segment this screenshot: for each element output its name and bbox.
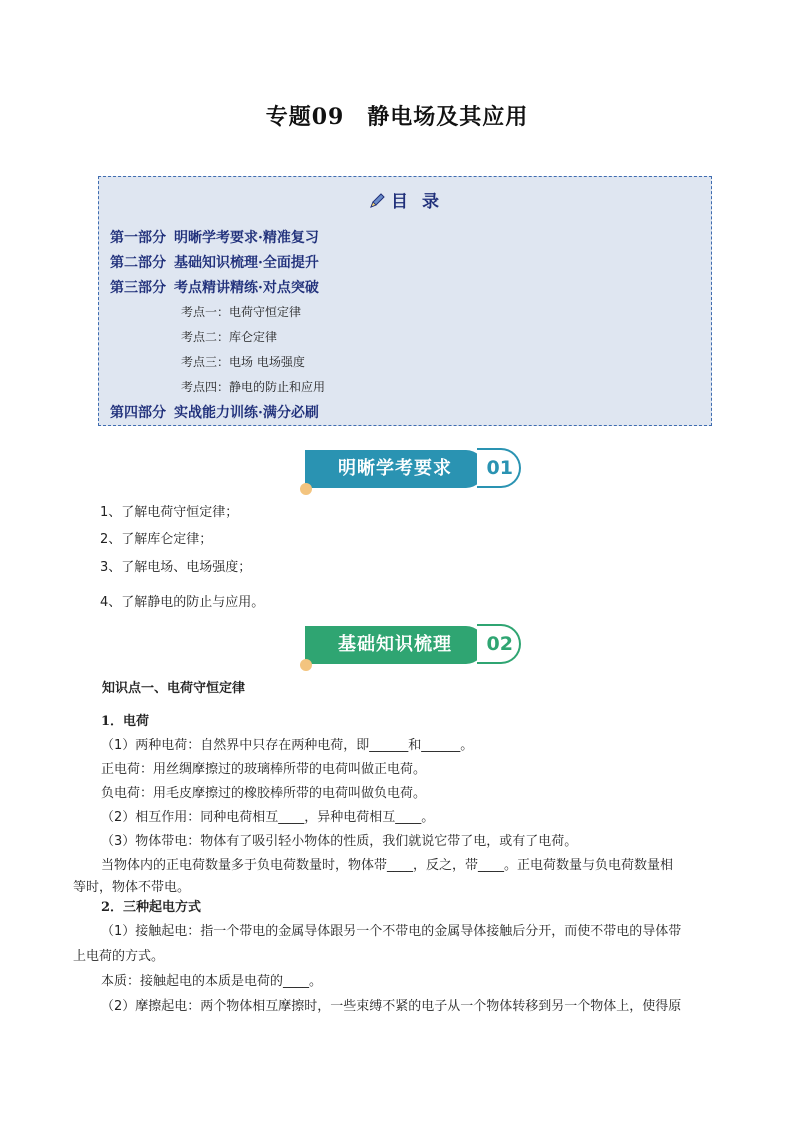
toc-part-text: 考点精讲精练·对点突破 [174, 280, 319, 296]
body-text: （1）接触起电：指一个带电的金属导体跟另一个不带电的金属导体接触后分开，而使不带电的导体带 [101, 924, 682, 939]
toc-heading [99, 187, 711, 212]
body-text: 上电荷的方式。 [73, 949, 165, 964]
knowledge-heading: 知识点一、电荷守恒定律 [102, 681, 246, 696]
body-text: （1）两种电荷：自然界中只存在两种电荷，即______和______。 [101, 738, 474, 753]
toc-sub-4[interactable]: 考点四：静电的防止和应用 [181, 380, 326, 394]
banner-dot [300, 659, 312, 671]
subheading: 2．三种起电方式 [101, 900, 202, 915]
body-text: （3）物体带电：物体有了吸引轻小物体的性质，我们就说它带了电，或有了电荷。 [101, 834, 578, 849]
toc-heading-text: 目 录 [391, 192, 443, 212]
body-text: （2）相互作用：同种电荷相互____，异种电荷相互____。 [101, 810, 435, 825]
toc-part-number: 第四部分 [110, 405, 166, 421]
toc-sub-3[interactable]: 考点三：电场 电场强度 [181, 355, 305, 369]
banner-number: 02 [477, 624, 521, 664]
toc-part-3[interactable] [110, 277, 319, 297]
section-banner-requirements [302, 450, 522, 490]
body-text: 负电荷：用毛皮摩擦过的橡胶棒所带的电荷叫做负电荷。 [101, 786, 427, 801]
banner-label: 明晰学考要求 [305, 450, 485, 488]
toc-part-number: 第一部分 [110, 230, 166, 246]
requirement-item: 1、了解电荷守恒定律； [100, 505, 239, 520]
toc-part-number: 第三部分 [110, 280, 166, 296]
toc-part-1[interactable] [110, 227, 319, 247]
body-text: 本质：接触起电的本质是电荷的____。 [101, 974, 323, 989]
toc-part-text: 明晰学考要求·精准复习 [174, 230, 319, 246]
requirement-item: 4、了解静电的防止与应用。 [100, 595, 265, 610]
banner-label: 基础知识梳理 [305, 626, 485, 664]
body-text: 当物体内的正电荷数量多于负电荷数量时，物体带____，反之，带____。正电荷数量与负电荷数量相 [101, 858, 674, 873]
toc-part-2[interactable] [110, 252, 319, 272]
toc-part-text: 基础知识梳理·全面提升 [174, 255, 319, 271]
toc-sub-1[interactable]: 考点一：电荷守恒定律 [181, 305, 302, 319]
body-text: 等时，物体不带电。 [73, 880, 191, 895]
page-title: 专题09 静电场及其应用 [265, 104, 529, 130]
banner-dot [300, 483, 312, 495]
toc-sub-2[interactable]: 考点二：库仑定律 [181, 330, 278, 344]
table-of-contents [98, 176, 712, 426]
body-text: 正电荷：用丝绸摩擦过的玻璃棒所带的电荷叫做正电荷。 [101, 762, 427, 777]
toc-part-number: 第二部分 [110, 255, 166, 271]
pen-icon [367, 191, 387, 211]
toc-part-4[interactable] [110, 402, 319, 422]
requirement-item: 2、了解库仑定律； [100, 532, 213, 547]
requirement-item: 3、了解电场、电场强度； [100, 560, 252, 575]
subheading: 1．电荷 [101, 714, 150, 729]
body-text: （2）摩擦起电：两个物体相互摩擦时，一些束缚不紧的电子从一个物体转移到另一个物体上，使得原 [101, 999, 682, 1014]
section-banner-knowledge [302, 626, 522, 666]
banner-number: 01 [477, 448, 521, 488]
toc-part-text: 实战能力训练·满分必刷 [174, 405, 319, 421]
